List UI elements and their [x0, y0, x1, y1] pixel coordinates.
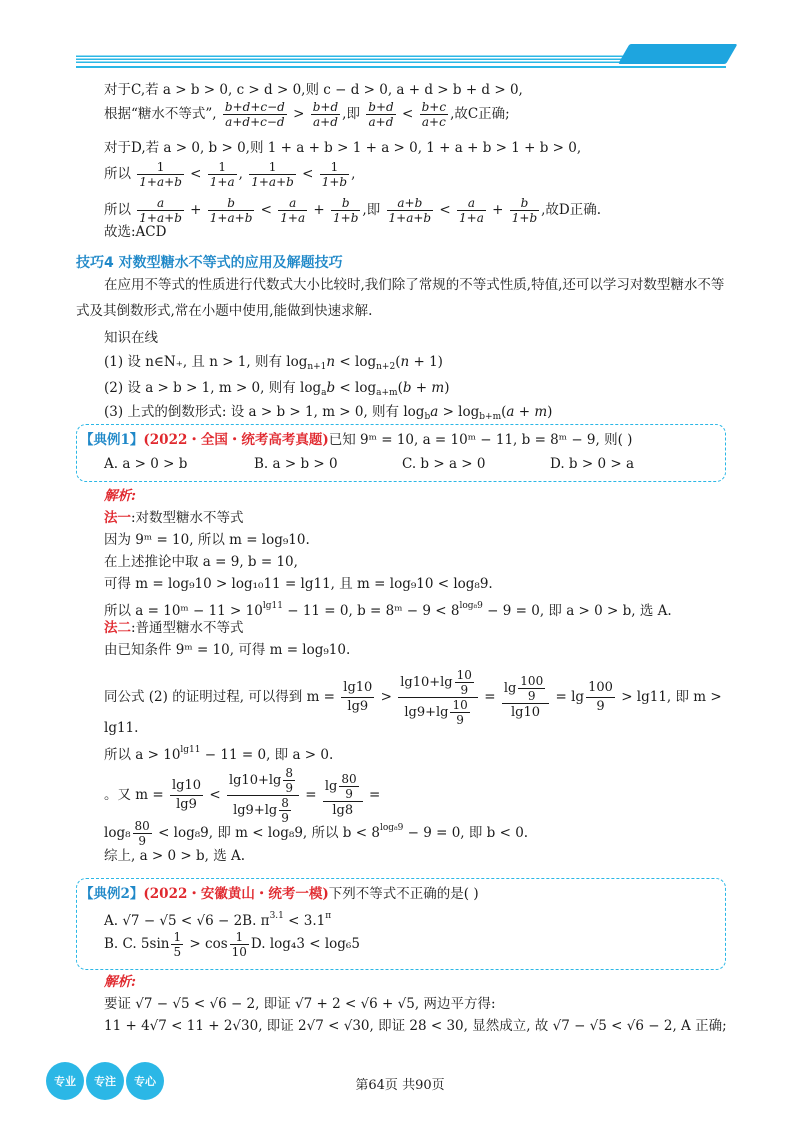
- page-number: 第64页 共90页: [355, 1078, 445, 1093]
- solution1-step10: log₈ $\frac{80}{9}$ < log₈9, 即 m < log₈9, 所以 $b < 8^{log_89} - 9 = 0$, 即 b < 0.: [104, 819, 529, 848]
- solution1-step1: 因为 9ᵐ = 10, 所以 m = log₉10.: [104, 532, 310, 548]
- badge-zhuanxin: 专心: [126, 1062, 164, 1100]
- solution1-step5: 由已知条件 9ᵐ = 10, 可得 m = log₉10.: [104, 642, 351, 658]
- example1-option-b: B. a > b > 0: [254, 456, 338, 472]
- line-d-ineq2: 所以 $\frac{a}{1+a+b}$ + $\frac{b}{1+a+b}$ < $\frac{a}{1+a}$ + $\frac{b}{1+b}$ ,即 $\frac{a+b}{1+a+b}$ < $\frac{a}{1+a}$ + $\frac{b}{1+b}$ ,故D正确.: [104, 196, 602, 225]
- solution1-step7: lg11.: [104, 720, 139, 736]
- knowledge-item-2: (2) 设 a > b > 1, m > 0, 则有 $\log_ab < \log_{a+m}(b + m)$: [104, 380, 450, 398]
- solution1-method1: 法一:对数型糖水不等式: [104, 510, 244, 526]
- solution1-conclusion: 综上, a > 0 > b, 选 A.: [104, 848, 246, 864]
- solution1-step2: 在上述推论中取 a = 9, b = 10,: [104, 554, 298, 570]
- badge-zhuanye: 专业: [46, 1062, 84, 1100]
- line-c-condition: 对于C,若 a > b > 0, c > d > 0,则 c − d > 0, a + d > b + d > 0,: [104, 82, 523, 98]
- line-answer: 故选:ACD: [104, 224, 167, 240]
- knowledge-item-1: (1) 设 n∈N₊, 且 n > 1, 则有 $\log_{n+1}n < \log_{n+2}(n + 1)$: [104, 354, 443, 372]
- solution1-label: 解析:: [104, 488, 136, 504]
- solution1-step8: 所以 $a > 10^{lg11} - 11 = 0$, 即 a > 0.: [104, 745, 334, 763]
- knowledge-label: 知识在线: [104, 330, 158, 346]
- example1-stem: 【典例1】(2022・全国・统考高考真题)已知 9ᵐ = 10, a = 10ᵐ − 11, b = 8ᵐ − 9, 则( ): [80, 432, 633, 448]
- header-tab: [618, 44, 738, 64]
- header-stripe: [76, 55, 636, 63]
- line-d-ineq1: 所以 $\frac{1}{1+a+b}$ < $\frac{1}{1+a}$ , $\frac{1}{1+a+b}$ < $\frac{1}{1+b}$ ,: [104, 160, 356, 189]
- knowledge-item-3: (3) 上式的倒数形式: 设 a > b > 1, m > 0, 则有 $\log_ba > \log_{b+m}(a + m)$: [104, 404, 553, 422]
- header-rule: [76, 66, 726, 68]
- solution1-step3: 可得 m = log₉10 > log₁₀11 = lg11, 且 m = log₉10 < log₈9.: [104, 576, 493, 592]
- example1-option-d: D. b > 0 > a: [550, 456, 634, 472]
- example2-options-ab: A. √7 − √5 < √6 − 2B. $\pi^{3.1} < 3.1^\pi$: [104, 911, 332, 929]
- solution2-step1: 要证 √7 − √5 < √6 − 2, 即证 √7 + 2 < √6 + √5, 两边平方得:: [104, 996, 496, 1012]
- section-intro: 在应用不等式的性质进行代数式大小比较时,我们除了常规的不等式性质,特值,还可以学习对数型糖水不等式及其倒数形式,常在小题中使用,能做到快速求解.: [76, 277, 725, 319]
- example1-option-c: C. b > a > 0: [402, 456, 486, 472]
- line-c-sugar: 根据“糖水不等式”, $\frac{b+d+c-d}{a+d+c-d}$ > $\frac{b+d}{a+d}$ ,即 $\frac{b+d}{a+d}$ < $\frac{b+c}{a+c}$ ,故C正确;: [104, 100, 510, 129]
- solution1-step6: 同公式 (2) 的证明过程, 可以得到 m = $\frac{\lg 10}{\lg 9}$ > lg10+lg $\frac{10}{9}$ lg9+lg $\frac{10}{9}$ = lg $\frac{100}{9}$ lg10 = lg $\frac{100}{9}$ > lg11, 即 m >: [104, 668, 722, 727]
- example2-stem: 【典例2】(2022・安徽黄山・统考一模)下列不等式不正确的是( ): [80, 886, 479, 902]
- section-heading: 技巧4 对数型糖水不等式的应用及解题技巧: [76, 255, 343, 271]
- solution1-step9: 。又 m = $\frac{\lg 10}{\lg 9}$ < lg10+lg $\frac{8}{9}$ lg9+lg $\frac{8}{9}$ = lg $\frac{80}{9}$ lg8 =: [104, 766, 381, 825]
- line-d-condition: 对于D,若 a > 0, b > 0,则 1 + a + b > 1 + a > 0, 1 + a + b > 1 + b > 0,: [104, 140, 582, 156]
- solution1-method2: 法二:普通型糖水不等式: [104, 620, 244, 636]
- example2-options-cd: B. C. 5sin $\frac{1}{5}$ > cos $\frac{1}{10}$ D. log₄3 < log₆5: [104, 930, 360, 959]
- solution2-label: 解析:: [104, 974, 136, 990]
- solution2-step2: 11 + 4√7 < 11 + 2√30, 即证 2√7 < √30, 即证 28 < 30, 显然成立, 故 √7 − √5 < √6 − 2, A 正确;: [104, 1018, 727, 1034]
- solution1-step4: 所以 a = 10ᵐ − $11 > 10^{lg11} - 11 = 0$, b = 8ᵐ − $9 < 8^{log_89} - 9 = 0$, 即 a > 0 > b, 选 A.: [104, 601, 672, 619]
- badge-zhuanzhu: 专注: [86, 1062, 124, 1100]
- example1-option-a: A. a > 0 > b: [104, 456, 188, 472]
